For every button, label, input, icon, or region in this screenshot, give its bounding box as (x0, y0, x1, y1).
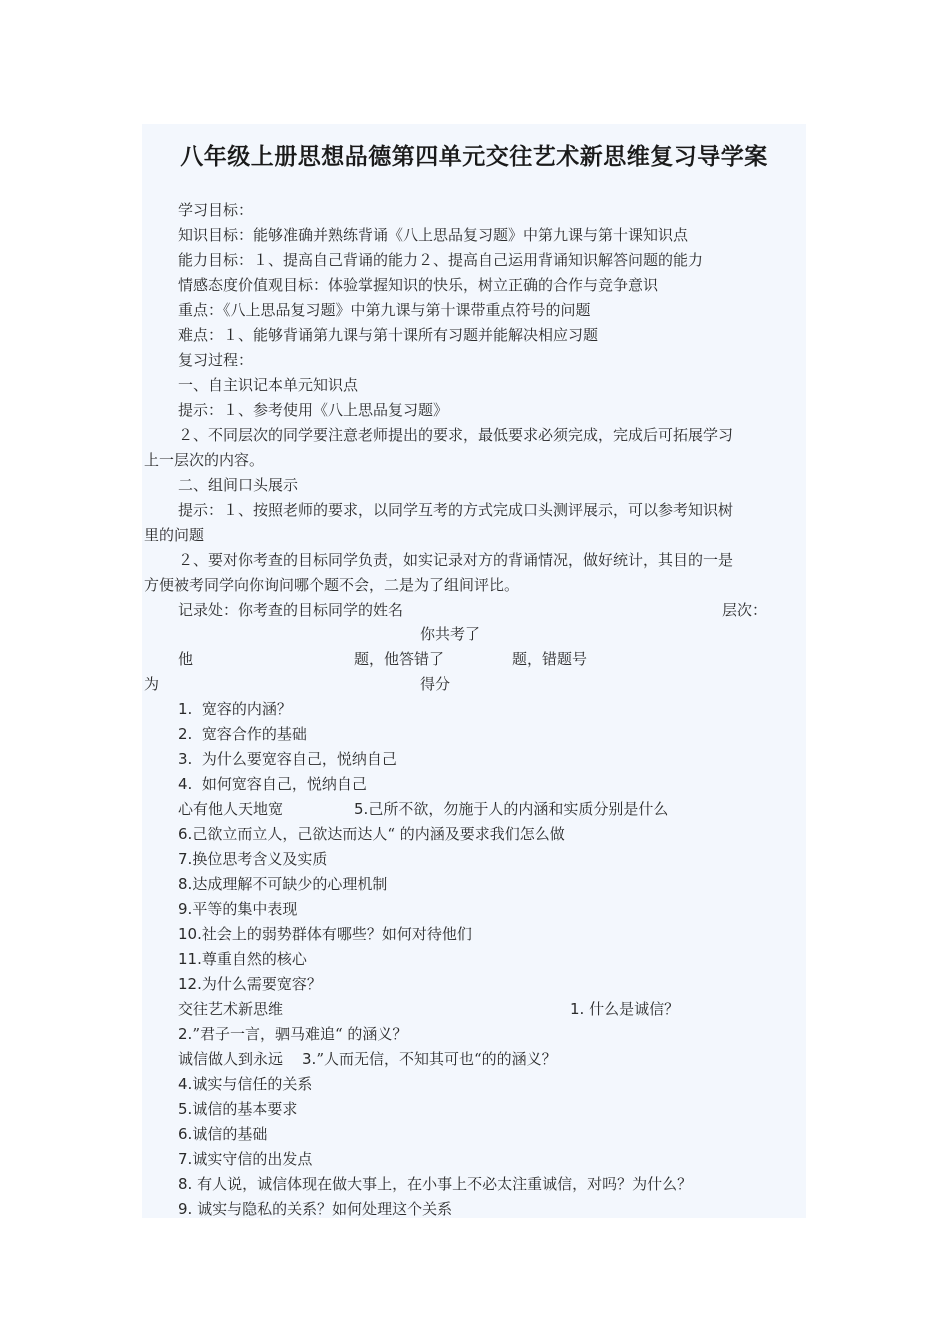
list-item: 2. 宽容合作的基础 (178, 725, 307, 743)
document-page (142, 124, 806, 1218)
text-line: ２、不同层次的同学要注意老师提出的要求，最低要求必须完成，完成后可拓展学习 (178, 426, 734, 444)
text-line: 里的问题 (144, 526, 205, 544)
list-item: 7.诚实守信的出发点 (178, 1150, 313, 1168)
record-wrong: 题，他答错了 (354, 650, 445, 668)
list-item: 11.尊重自然的核心 (178, 950, 307, 968)
text-line: 难点：１、能够背诵第九课与第十课所有习题并能解决相应习题 (178, 326, 599, 344)
list-item: 5.诚信的基本要求 (178, 1100, 298, 1118)
list-item: 4. 如何宽容自己，悦纳自己 (178, 775, 367, 793)
list-item: 6.己欲立而立人，己欲达而达人“ 的内涵及要求我们怎么做 (178, 825, 565, 843)
record-wei: 为 (144, 675, 160, 693)
text-line: 知识目标：能够准确并熟练背诵《八上思品复习题》中第九课与第十课知识点 (178, 226, 689, 244)
record-level: 层次： (722, 601, 768, 619)
text-line: 重点：《八上思品复习题》中第九课与第十课带重点符号的问题 (178, 301, 591, 319)
list-item: 9. 诚实与隐私的关系？如何处理这个关系 (178, 1200, 453, 1218)
text-line: 方便被考同学向你询问哪个题不会，二是为了组间评比。 (144, 576, 520, 594)
text-line: 提示：１、参考使用《八上思品复习题》 (178, 401, 449, 419)
text-line: 学习目标： (178, 201, 254, 219)
list-item: 3.”人而无信，不知其可也“的的涵义？ (302, 1050, 557, 1068)
list-item: 12.为什么需要宽容？ (178, 975, 322, 993)
list-item: 8. 有人说，诚信体现在做大事上，在小事上不必太注重诚信，对吗？为什么？ (178, 1175, 693, 1193)
list-item: 10.社会上的弱势群体有哪些？如何对待他们 (178, 925, 472, 943)
text-line: 一、自主识记本单元知识点 (178, 376, 359, 394)
list-item: 8.达成理解不可缺少的心理机制 (178, 875, 388, 893)
text-line: ２、要对你考查的目标同学负责，如实记录对方的背诵情况，做好统计，其目的一是 (178, 551, 734, 569)
section-heading: 交往艺术新思维 (178, 1000, 284, 1018)
list-item: 4.诚实与信任的关系 (178, 1075, 313, 1093)
list-item: 7.换位思考含义及实质 (178, 850, 328, 868)
list-item: 3. 为什么要宽容自己，悦纳自己 (178, 750, 397, 768)
text-line: 提示：１、按照老师的要求，以同学互考的方式完成口头测评展示，可以参考知识树 (178, 501, 734, 519)
list-item: 1. 什么是诚信？ (570, 1000, 680, 1018)
record-score: 得分 (420, 675, 451, 693)
list-item: 9.平等的集中表现 (178, 900, 298, 918)
text-line: 二、组间口头展示 (178, 476, 299, 494)
document-title: 八年级上册思想品德第四单元交往艺术新思维复习导学案 (180, 143, 768, 170)
record-label: 记录处：你考查的目标同学的姓名 (178, 601, 404, 619)
text-line: 复习过程： (178, 351, 254, 369)
section-heading: 诚信做人到永远 (178, 1050, 284, 1068)
record-he: 他 (178, 650, 194, 668)
list-item: 5.己所不欲，勿施于人的内涵和实质分别是什么 (354, 800, 669, 818)
text-line: 能力目标：１、提高自己背诵的能力２、提高自己运用背诵知识解答问题的能力 (178, 251, 704, 269)
record-total: 你共考了 (420, 625, 481, 643)
text-line: 上一层次的内容。 (144, 451, 265, 469)
list-item: 1. 宽容的内涵？ (178, 700, 292, 718)
text-line: 情感态度价值观目标：体验掌握知识的快乐，树立正确的合作与竞争意识 (178, 276, 659, 294)
list-item: 6.诚信的基础 (178, 1125, 268, 1143)
list-item: 2.”君子一言，驷马难追“ 的涵义？ (178, 1025, 408, 1043)
section-heading: 心有他人天地宽 (178, 800, 284, 818)
record-wrong-no: 题，错题号 (512, 650, 588, 668)
